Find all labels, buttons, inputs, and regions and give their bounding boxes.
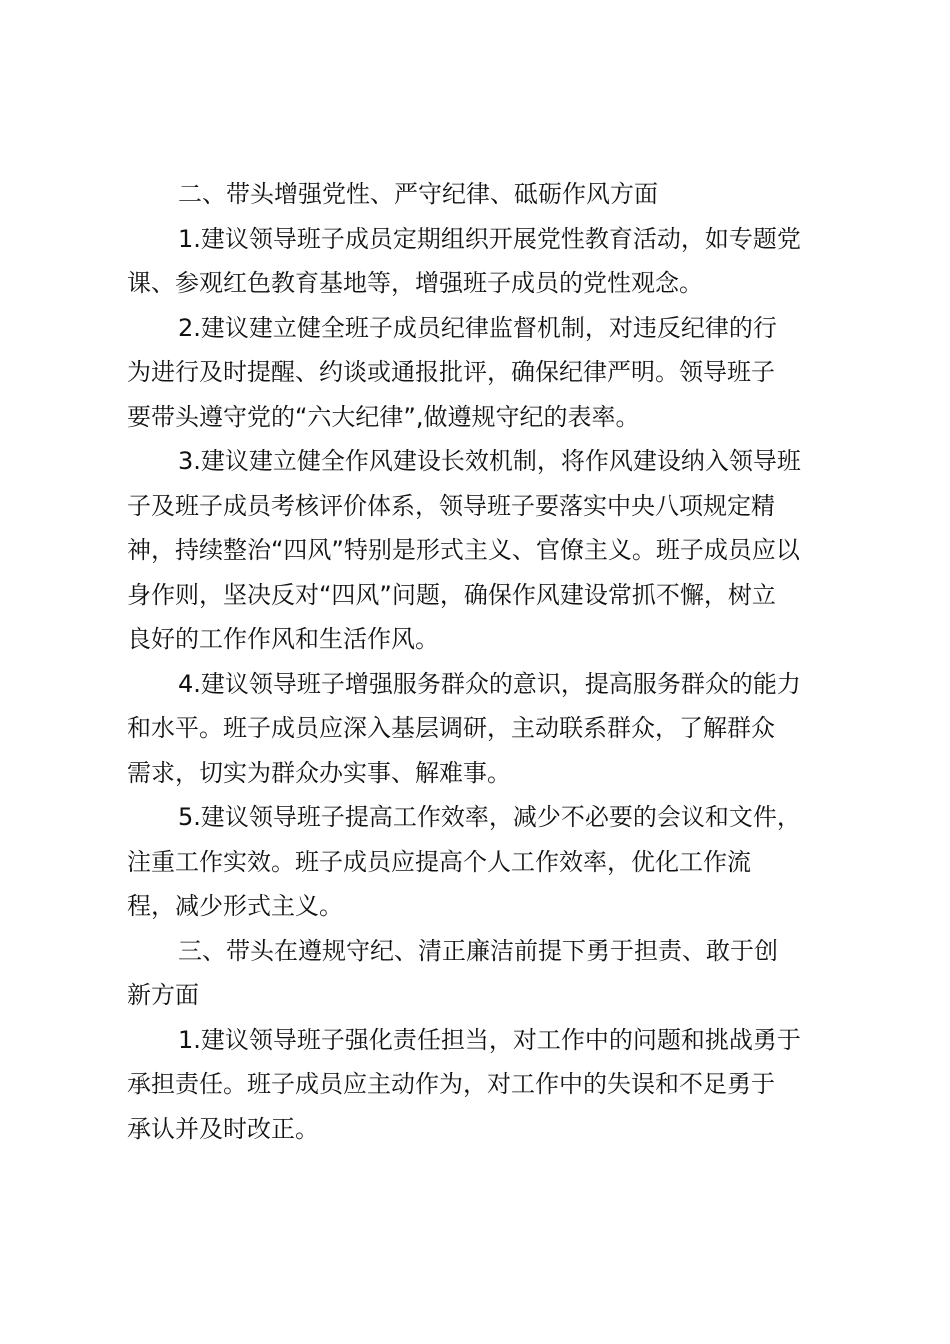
paragraph-line: 1.建议领导班子强化责任担当，对工作中的问题和挑战勇于 (178, 1025, 801, 1054)
paragraph-line: 和水平。班子成员应深入基层调研，主动联系群众，了解群众 (127, 714, 775, 742)
paragraph-line: 3.建议建立健全作风建设长效机制，将作风建设纳入领导班 (178, 447, 801, 475)
paragraph-line: 要带头遵守党的“六大纪律”,做遵规守纪的表率。 (127, 402, 640, 431)
paragraph-line: 良好的工作作风和生活作风。 (127, 625, 439, 653)
paragraph-line: 子及班子成员考核评价体系，领导班子要落实中央八项规定精 (127, 491, 775, 520)
paragraph-line: 神，持续整治“四风”特别是形式主义、官僚主义。班子成员应以 (127, 536, 800, 564)
paragraph-line: 注重工作实效。班子成员应提高个人工作效率，优化工作流 (127, 847, 751, 876)
section-heading-2: 二、带头增强党性、严守纪律、砥砺作风方面 (178, 180, 658, 208)
paragraph-line: 4.建议领导班子增强服务群众的意识，提高服务群众的能力 (178, 669, 801, 698)
paragraph-line: 承担责任。班子成员应主动作为，对工作中的失误和不足勇于 (127, 1070, 775, 1098)
paragraph-line: 1.建议领导班子成员定期组织开展党性教育活动，如专题党 (178, 224, 801, 253)
paragraph-line: 为进行及时提醒、约谈或通报批评，确保纪律严明。领导班子 (127, 358, 775, 386)
document-body (127, 172, 827, 1151)
paragraph-line: 5.建议领导班子提高工作效率，减少不必要的会议和文件， (178, 803, 801, 831)
section-heading-3-continued: 新方面 (127, 981, 199, 1009)
section-heading-3: 三、带头在遵规守纪、清正廉洁前提下勇于担责、敢于创 (178, 936, 778, 965)
paragraph-line: 2.建议建立健全班子成员纪律监督机制，对违反纪律的行 (178, 313, 777, 342)
paragraph-line: 身作则，坚决反对“四风”问题，确保作风建设常抓不懈，树立 (127, 580, 776, 609)
paragraph-line: 需求，切实为群众办实事、解难事。 (127, 758, 511, 787)
paragraph-line: 程，减少形式主义。 (127, 892, 343, 920)
paragraph-line: 课、参观红色教育基地等，增强班子成员的党性观念。 (127, 269, 703, 297)
paragraph-line: 承认并及时改正。 (127, 1114, 319, 1143)
